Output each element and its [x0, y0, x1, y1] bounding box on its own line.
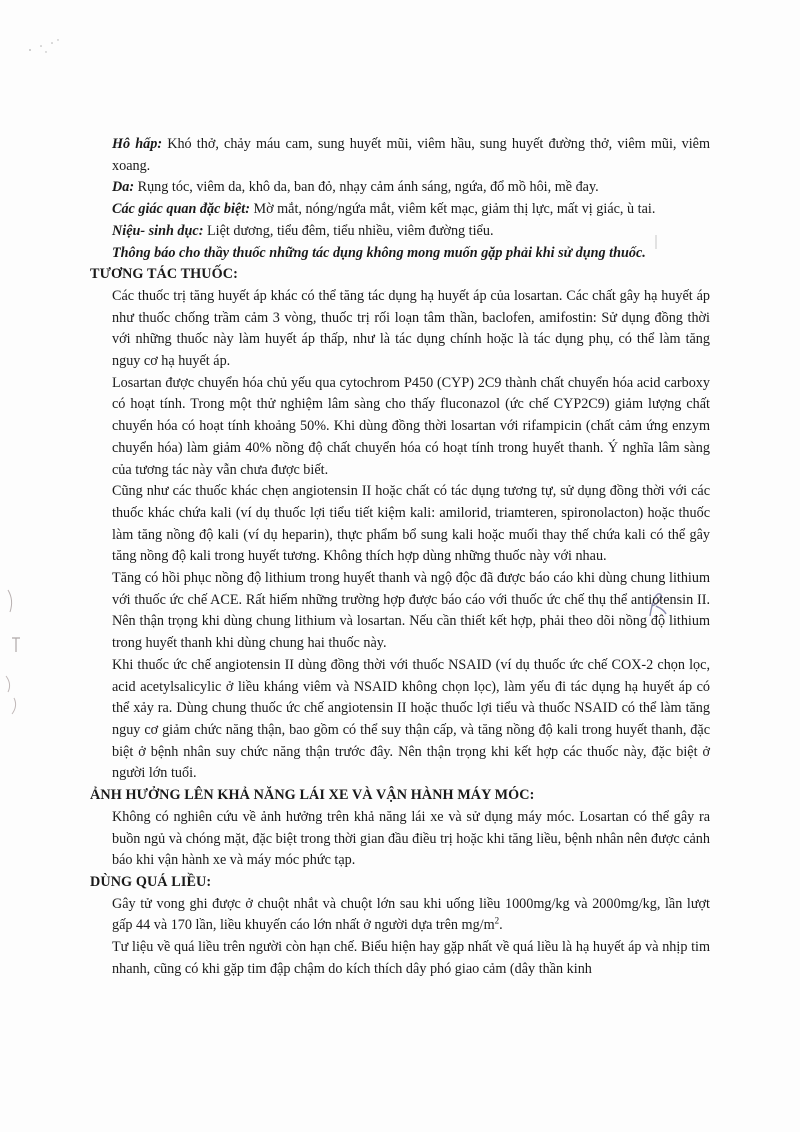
label-senses: Các giác quan đặc biệt: — [112, 201, 250, 218]
physician-notice: Thông báo cho thầy thuốc những tác dụng không mong muốn gặp phải khi sử dụng thuốc. — [112, 244, 646, 261]
interactions-paragraph-3: Cũng như các thuốc khác chẹn angiotensin II hoặc chất có tác dụng tương tự, sử dụng đồng thời với các thuốc khác chứa kali (ví dụ thuốc lợi tiểu tiết kiệm kali: amilorid, triamteren, spironolacton) hoặc thuốc làm tăng nồng độ kali (ví dụ heparin), thực phẩm bổ sung kali hoặc muối thay thế chứa kali có thể gây tăng nồng độ kali trong huyết tương. Không thích hợp dùng những thuốc này với nhau. — [112, 483, 710, 565]
adverse-senses — [90, 199, 710, 221]
document-body — [90, 134, 710, 980]
label-skin: Da: — [112, 179, 135, 196]
text-skin: Rụng tóc, viêm da, khô da, ban đỏ, nhạy cảm ánh sáng, ngứa, đổ mồ hôi, mề đay. — [134, 179, 599, 196]
driving-paragraph-1: Không có nghiên cứu về ảnh hưởng trên khả năng lái xe và sử dụng máy móc. Losartan có thể gây ra buồn ngủ và chóng mặt, đặc biệt trong thời gian đầu điều trị hoặc khi tăng liều, bệnh nhân nên được cảnh báo khi vận hành xe và máy móc phức tạp. — [112, 808, 710, 869]
label-respiratory: Hô hấp: — [112, 136, 163, 152]
interactions-paragraph-4: Tăng có hồi phục nồng độ lithium trong huyết thanh và ngộ độc đã được báo cáo khi dùng chung lithium với thuốc ức chế ACE. Rất hiếm những trường hợp được báo cáo với thuốc ức chế thụ thể antiotensin II. Nên thận trọng khi dùng chung lithium và losartan. Nếu cần thiết kết hợp, phải theo dõi nồng độ lithium trong huyết thanh khi dùng chung hai thuốc này. — [112, 570, 710, 652]
adverse-respiratory — [90, 134, 710, 177]
interactions-paragraph-1: Các thuốc trị tăng huyết áp khác có thể tăng tác dụng hạ huyết áp của losartan. Các chất gây hạ huyết áp như thuốc chống trầm cảm 3 vòng, thuốc trị rối loạn tâm thần, baclofen, amifostin: Sử dụng đồng thời với những thuốc này làm huyết áp thấp, như là tác dụng chính hoặc là tác dụng phụ, có thể làm tăng nguy cơ hạ huyết áp. — [112, 287, 710, 370]
heading-overdose: DÙNG QUÁ LIỀU: — [90, 873, 212, 890]
interactions-paragraph-5: Khi thuốc ức chế angiotensin II dùng đồng thời với thuốc NSAID (ví dụ thuốc ức chế COX-2 chọn lọc, acid acetylsalicylic ở liều kháng viêm và NSAID không chọn lọc), làm yếu đi tác dụng hạ huyết áp có thể xảy ra. Dùng chung thuốc ức chế angiotensin II hoặc thuốc lợi tiểu và thuốc NSAID có thể làm tăng nguy cơ giảm chức năng thận, bao gồm có thể suy thận cấp, và tăng nồng độ kali trong huyết thanh, đặc biệt ở bệnh nhân suy chức năng thận trước đây. Nên thận trọng khi kết hợp các thuốc này, đặc biệt ở người lớn tuổi. — [112, 656, 710, 782]
label-urogenital: Niệu- sinh dục: — [112, 222, 204, 239]
adverse-skin — [90, 177, 710, 199]
overdose-paragraph-1-text: Gây tử vong ghi được ở chuột nhắt và chuột lớn sau khi uống liều 1000mg/kg và 2000mg/kg, lần lượt gấp 44 và 170 lần, liều khuyến cáo lớn nhất ở người dựa trên mg/m — [112, 895, 710, 934]
adverse-urogenital — [90, 221, 710, 243]
heading-interactions: TƯƠNG TÁC THUỐC: — [90, 266, 238, 283]
margin-stamp-marks — [0, 580, 30, 720]
overdose-paragraph-1-end: . — [499, 917, 503, 934]
interactions-paragraph-2: Losartan được chuyển hóa chủ yếu qua cytochrom P450 (CYP) 2C9 thành chất chuyển hóa acid carboxy có hoạt tính. Trong một thử nghiệm lâm sàng cho thấy fluconazol (ức chế CYP2C9) giảm lượng chất chuyển hóa có hoạt tính khoảng 50%. Khi dùng đồng thời losartan với rifampicin (chất cảm ứng enzym chuyển hóa) làm giảm 40% nồng độ chất chuyển hóa có hoạt tính trong huyết thanh. Ý nghĩa lâm sàng của tương tác này vẫn chưa được biết. — [112, 374, 710, 478]
superscript-squared: 2 — [494, 915, 500, 926]
overdose-paragraph-2: Tư liệu về quá liều trên người còn hạn chế. Biểu hiện hay gặp nhất về quá liều là hạ huyết áp và nhịp tim nhanh, cũng có khi gặp tim đập chậm do kích thích dây phó giao cảm (dây thần kinh — [112, 939, 710, 977]
heading-driving: ẢNH HƯỞNG LÊN KHẢ NĂNG LÁI XE VÀ VẬN HÀNH MÁY MÓC: — [90, 787, 535, 804]
text-respiratory: Khó thở, chảy máu cam, sung huyết mũi, viêm hầu, sung huyết đường thở, viêm mũi, viêm xoang. — [112, 136, 710, 174]
text-senses: Mờ mắt, nóng/ngứa mắt, viêm kết mạc, giảm thị lực, mất vị giác, ù tai. — [249, 201, 656, 218]
text-urogenital: Liệt dương, tiểu đêm, tiểu nhiều, viêm đường tiểu. — [203, 222, 494, 239]
scan-noise-dots — [8, 20, 68, 60]
overdose-paragraph-1 — [90, 894, 710, 937]
